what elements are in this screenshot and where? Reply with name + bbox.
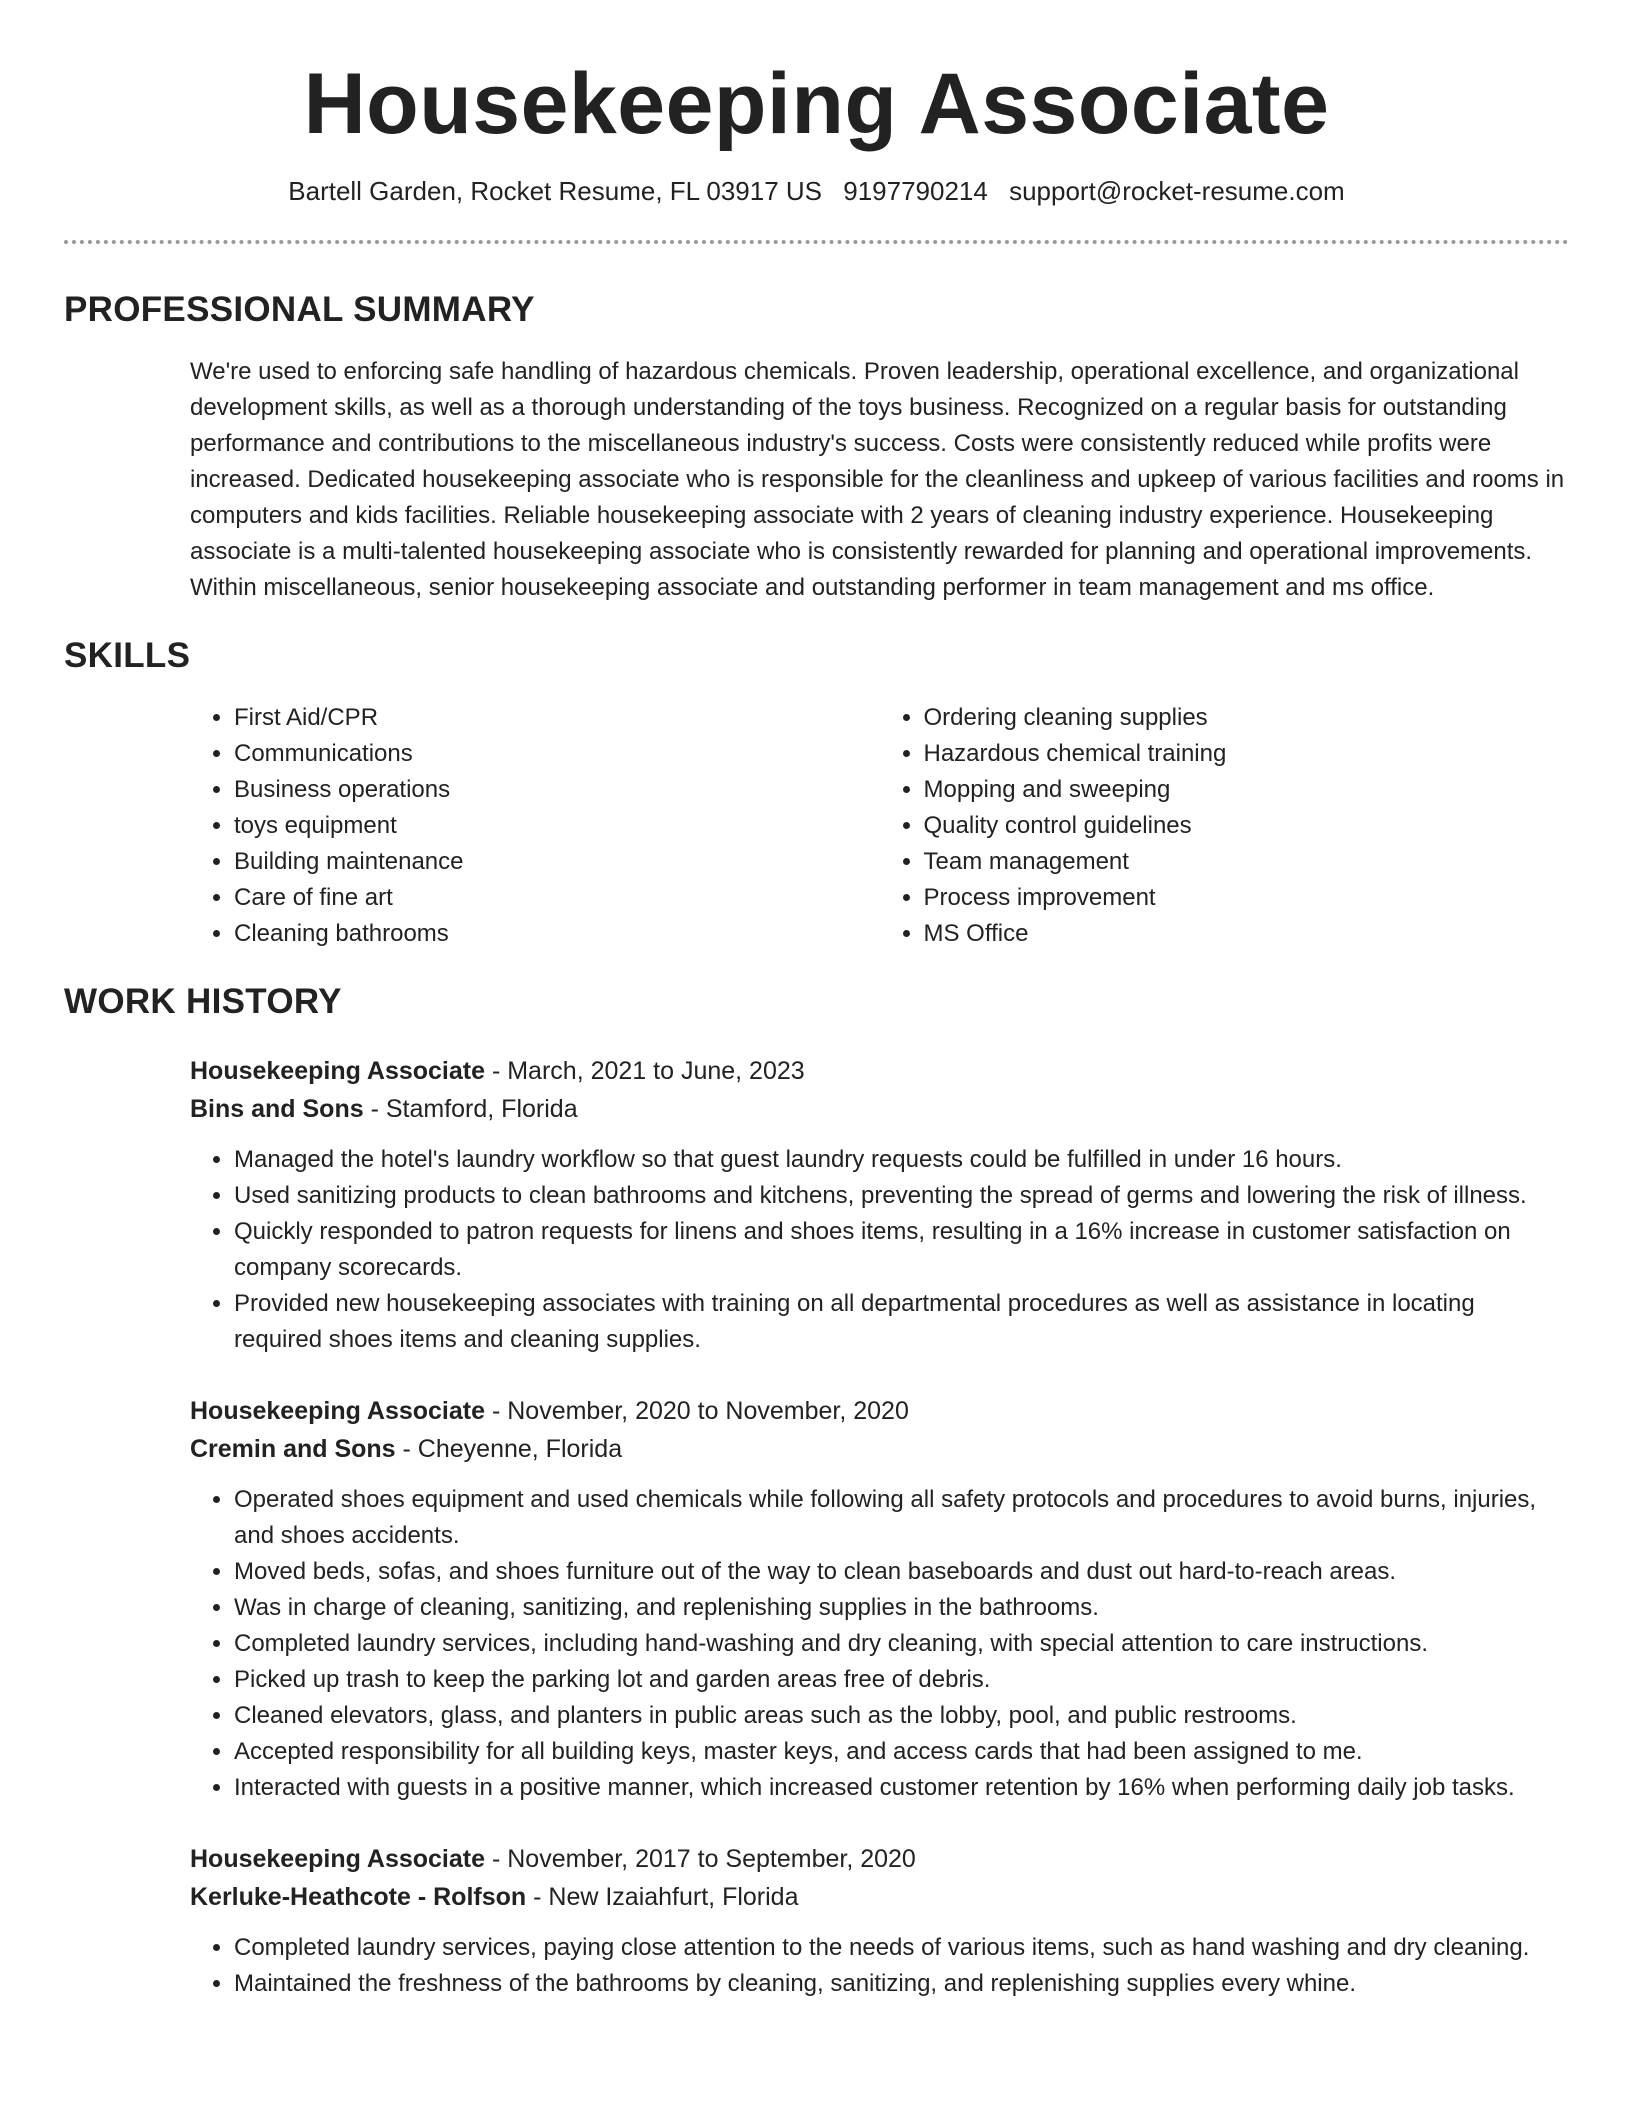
job-location: - New Izaiahfurt, Florida [526,1883,799,1911]
job-bullet: • Interacted with guests in a positive manner, which increased customer retention by 16% when performing daily job tasks. [234,1770,1569,1806]
job-bullet: • Accepted responsibility for all building keys, master keys, and access cards that had been assigned to me. [234,1734,1569,1770]
skill-item: • Business operations [234,772,880,808]
summary-text: We're used to enforcing safe handling of hazardous chemicals. Proven leadership, operational excellence, and organizational development skills, as well as a thorough understanding of the toys business. Recognized on a regular basis for outstanding performance and contributions to the miscellaneous industry's success. Costs were consistently reduced while profits were increased. Dedicated housekeeping associate who is responsible for the cleanliness and upkeep of various facilities and rooms in computers and kids facilities. Reliable housekeeping associate with 2 years of cleaning industry experience. Housekeeping associate is a multi-talented housekeeping associate who is consistently rewarded for planning and operational improvements. Within miscellaneous, senior housekeeping associate and outstanding performer in team management and ms office. [190,358,1565,601]
contact-phone: 9197790214 [843,176,988,206]
job-bullet: • Managed the hotel's laundry workflow so that guest laundry requests could be fulfilled in under 16 hours. [234,1142,1569,1178]
job-bullet: • Operated shoes equipment and used chemicals while following all safety protocols and procedures to avoid burns, injuries, and shoes accidents. [234,1482,1569,1554]
skill-item: • Hazardous chemical training [924,736,1570,772]
skill-item: • MS Office [924,916,1570,952]
job-bullet: • Quickly responded to patron requests for linens and shoes items, resulting in a 16% increase in customer satisfaction on company scorecards. [234,1214,1569,1286]
job-bullet: • Picked up trash to keep the parking lot and garden areas free of debris. [234,1662,1569,1698]
skills-section [64,700,1569,952]
job-bullet: • Completed laundry services, including hand-washing and dry cleaning, with special attention to care instructions. [234,1626,1569,1662]
resume-name: Housekeeping Associate [303,56,1330,152]
job-company: Kerluke-Heathcote - Rolfson [190,1883,527,1911]
job-role: Housekeeping Associate [190,1057,486,1085]
skill-item: • Ordering cleaning supplies [924,700,1570,736]
job-title-line [190,1052,1569,1090]
job-bullet: • Completed laundry services, paying close attention to the needs of various items, such as hand washing and dry cleaning. [234,1930,1569,1966]
skill-item: • First Aid/CPR [234,700,880,736]
job-dates: - March, 2021 to June, 2023 [485,1057,805,1085]
job-company-line [190,1090,1569,1128]
job-location: - Cheyenne, Florida [395,1435,623,1463]
skill-item: • Quality control guidelines [924,808,1570,844]
job-bullets [190,1930,1569,2002]
job-company: Cremin and Sons [190,1435,396,1463]
summary-section [64,354,1569,606]
header-divider [64,240,1569,244]
skills-grid [190,700,1569,952]
job-bullet: • Provided new housekeeping associates with training on all departmental procedures as well as assistance in locating required shoes items and cleaning supplies. [234,1286,1569,1358]
skill-item: • Process improvement [924,880,1570,916]
work-history-heading: WORK HISTORY [64,982,342,1021]
summary-heading: PROFESSIONAL SUMMARY [64,290,535,329]
skills-heading: SKILLS [64,636,191,675]
job-role: Housekeeping Associate [190,1397,486,1425]
job-entry [190,1052,1569,1358]
contact-address: Bartell Garden, Rocket Resume, FL 03917 US [288,176,823,206]
skill-item: • Team management [924,844,1570,880]
skills-list-left [190,700,880,952]
skill-item: • toys equipment [234,808,880,844]
job-company: Bins and Sons [190,1095,364,1123]
job-company-line [190,1430,1569,1468]
job-bullet: • Maintained the freshness of the bathrooms by cleaning, sanitizing, and replenishing supplies every whine. [234,1966,1569,2002]
job-bullet: • Used sanitizing products to clean bathrooms and kitchens, preventing the spread of germs and lowering the risk of illness. [234,1178,1569,1214]
resume-page [64,0,1569,2002]
job-company-line [190,1878,1569,1916]
job-location: - Stamford, Florida [363,1095,578,1123]
job-title-line [190,1392,1569,1430]
job-bullets [190,1482,1569,1806]
job-dates: - November, 2020 to November, 2020 [485,1397,909,1425]
job-bullets [190,1142,1569,1358]
job-title-line [190,1840,1569,1878]
skill-item: • Care of fine art [234,880,880,916]
job-dates: - November, 2017 to September, 2020 [485,1845,916,1873]
work-history-section [64,1052,1569,2002]
job-entry [190,1840,1569,2002]
skill-item: • Building maintenance [234,844,880,880]
contact-email: support@rocket-resume.com [1009,176,1345,206]
job-role: Housekeeping Associate [190,1845,486,1873]
skills-list-right [880,700,1570,952]
skill-item: • Communications [234,736,880,772]
job-bullet: • Moved beds, sofas, and shoes furniture out of the way to clean baseboards and dust out hard-to-reach areas. [234,1554,1569,1590]
skill-item: • Cleaning bathrooms [234,916,880,952]
job-entry [190,1392,1569,1806]
contact-line [64,174,1569,208]
job-bullet: • Cleaned elevators, glass, and planters in public areas such as the lobby, pool, and public restrooms. [234,1698,1569,1734]
job-bullet: • Was in charge of cleaning, sanitizing, and replenishing supplies in the bathrooms. [234,1590,1569,1626]
skill-item: • Mopping and sweeping [924,772,1570,808]
